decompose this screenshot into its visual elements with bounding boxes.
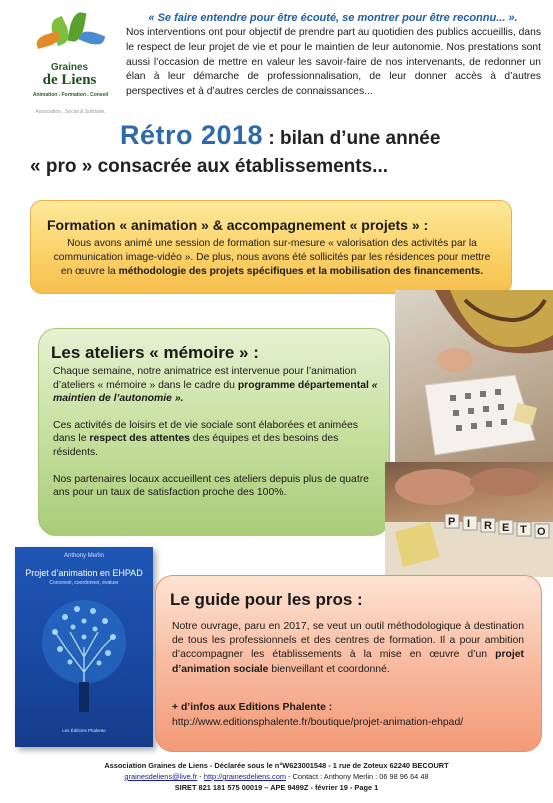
formation-box (30, 200, 512, 294)
tile-letter: P (448, 516, 456, 528)
guide-box (155, 575, 542, 752)
photo-letter-tiles-image (385, 462, 553, 577)
footer-contact (0, 771, 553, 782)
memoire-p2b: respect des attentes (89, 433, 190, 445)
tile-letter: O (537, 526, 546, 538)
memoire-box (38, 328, 390, 536)
tree-icon (15, 587, 153, 737)
footer-sep: - (197, 772, 204, 781)
footer (0, 760, 553, 793)
formation-heading: Formation « animation » & accompagnement « projets » : (47, 217, 429, 233)
formation-text-bold: méthodologie des projets spécifiques et la mobilisation des financements. (118, 266, 484, 278)
memoire-p1b: programme départemental (237, 379, 372, 391)
photo-memory-workshop (395, 290, 553, 462)
logo-name-top: Graines (50, 62, 89, 73)
guide-heading: Le guide pour les pros : (170, 590, 363, 609)
photo-letter-tiles (385, 462, 553, 577)
tile-letter: R (484, 520, 492, 532)
guide-paragraph (172, 620, 524, 677)
memoire-paragraph-3: Nos partenaires locaux accueillent ces ateliers depuis plus de quatre ans pour un taux de satisfaction proche des 100%. (53, 473, 369, 499)
tile-letter: I (467, 518, 471, 530)
leaf-icon (79, 28, 106, 47)
book-publisher: Les Éditions Phalente (62, 728, 106, 733)
guide-p1a: Notre ouvrage, paru en 2017, se veut un outil méthodologique à destination de tous les professionnels et des centres de formation. Il a pour ambition d’accompagner les établissements à la mise en œuvre d’un (172, 621, 524, 661)
title-year: Rétro 2018 (120, 120, 264, 150)
intro-quote: « Se faire entendre pour être écouté, se montrer pour être reconnu... ». (148, 12, 518, 24)
logo-tagline-2: Association . Social & Solidaire. (35, 109, 106, 115)
footer-phone: - Contact : Anthony Merlin : 06 98 96 64 48 (286, 772, 429, 781)
memoire-paragraph-1 (53, 365, 383, 406)
memoire-paragraph-2 (53, 419, 383, 460)
guide-p1b: projet d’animation sociale (172, 649, 524, 675)
page-subtitle: « pro » consacrée aux établissements... (30, 156, 389, 177)
photo-memory-workshop-image (395, 290, 553, 462)
memoire-heading: Les ateliers « mémoire » : (51, 343, 259, 362)
logo (22, 10, 117, 122)
book-cover (15, 547, 153, 747)
footer-site-link[interactable]: http://grainesdeliens.com (203, 772, 286, 781)
book-author: Anthony Merlin (63, 553, 105, 559)
title-rest: : bilan d’une année (263, 128, 441, 149)
guide-p1c: bienveillant et coordonné. (268, 663, 390, 675)
book-subtitle: Concevoir, coordonner, évaluer (49, 580, 119, 586)
memoire-p1c: « maintien de l’autonomie ». (53, 379, 378, 405)
footer-email-link[interactable]: grainesdeliens@live.fr (124, 772, 198, 781)
footer-association: Association Graines de Liens - Déclarée sous le n°W623001548 - 1 rue de Zoteux 62240 BECOURT (104, 761, 449, 770)
leaf-icon (35, 31, 61, 49)
logo-name-bottom: de Liens (42, 72, 97, 88)
guide-more-info: + d’infos aux Editions Phalente : (172, 702, 333, 713)
formation-text (47, 237, 497, 280)
intro-paragraph: Nos interventions ont pour objectif de prendre part au quotidien des publics accueillis, dans le respect de leur projet de vie et pour le maintien de leur autonomie. Nos prestations sont aussi l’occasion de mettre en valeur les savoir-faire de nos intervenants, de redonner un élan à leur démarche de professionnalisation, de leur donner accès à d’autres perspectives et à d’autres cercles de connaissances... (126, 27, 541, 98)
formation-text-body: Nous avons animé une session de formation sur-mesure « valorisation des activités par la communication image-vidéo ». De plus, nous avons été sollicités par les résidences pour mettre en œuvre la (53, 238, 491, 278)
logo-tagline: Animation . Formation . Conseil (32, 92, 109, 98)
memoire-text (53, 365, 383, 513)
memoire-p1a: Chaque semaine, notre animatrice est intervenue pour l’animation d’ateliers « mémoire » dans le cadre du (53, 366, 357, 391)
book-title: Projet d’animation en EHPAD (25, 568, 143, 578)
guide-url-link[interactable]: http://www.editionsphalente.fr/boutique/projet-animation-ehpad/ (172, 717, 464, 728)
memoire-p2c: des équipes et des besoins des résidents. (53, 433, 339, 458)
tile-letter: T (520, 524, 527, 536)
tile-letter: E (502, 522, 510, 534)
page-title (120, 120, 550, 151)
memoire-p2a: Ces activités de loisirs et de vie sociale sont élaborées et animées dans le (53, 419, 358, 445)
footer-siret: SIRET 821 181 575 00019 – APE 9499Z - février 19 - Page 1 (174, 783, 379, 792)
